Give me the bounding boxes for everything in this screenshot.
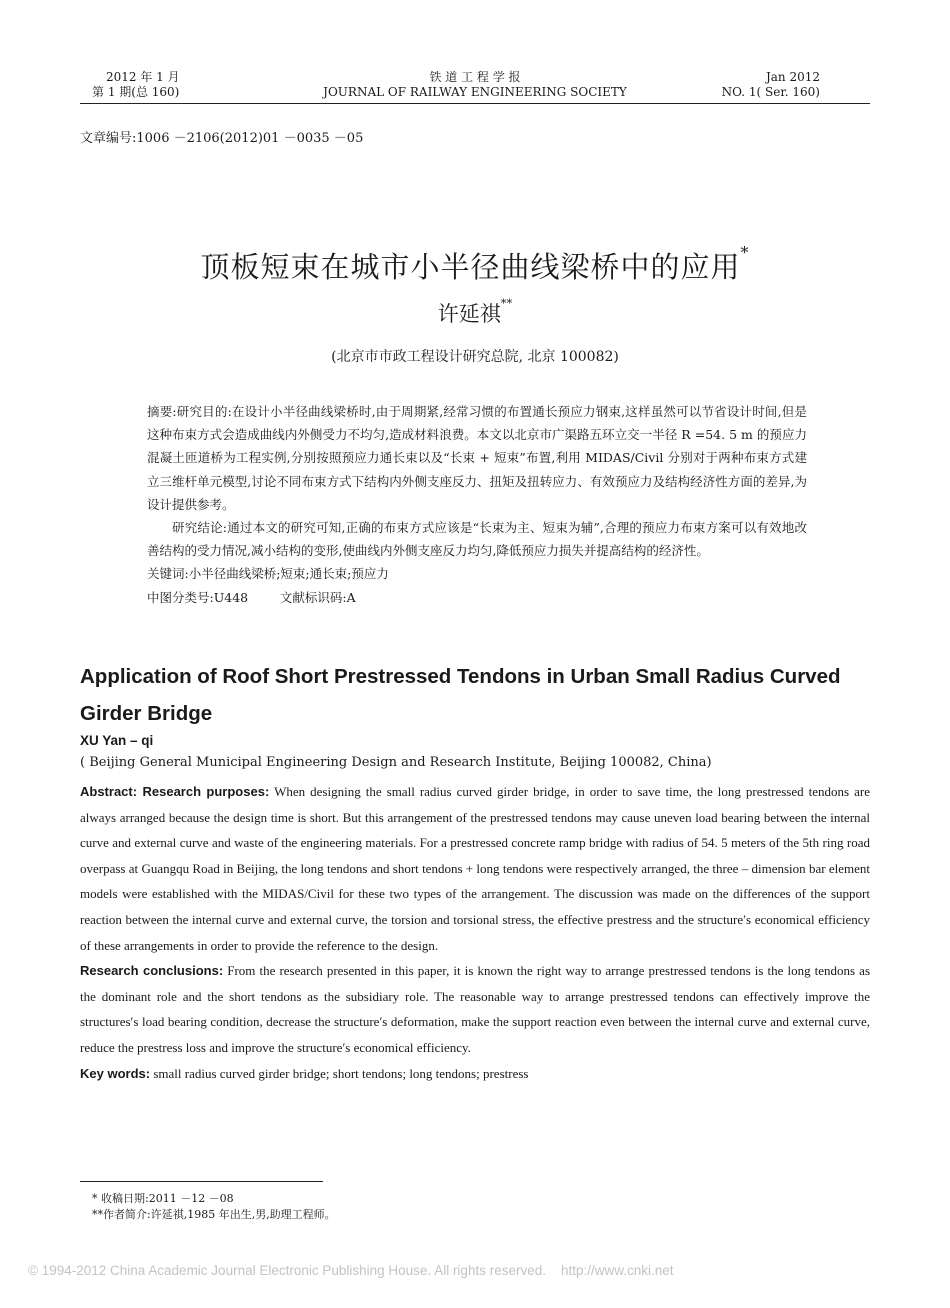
abstract-cn: [147, 400, 807, 609]
paper-title-cn: [0, 245, 950, 286]
title-cn-text: 顶板短束在城市小半径曲线梁桥中的应用: [200, 250, 741, 284]
purposes-text: When designing the small radius curved girder bridge, in order to save time, the long prestressed tendons are always arranged because the design time is short. But this arrangement of the prestressed tendons may cause uneven load bearing between the internal curve and external curve and waste of the engineering materials. For a prestressed concrete ramp bridge with radius of 54. 5 meters of the 5th ring road overpass at Guangqu Road in Beijing, the long tendons and short tendons + long tendons were respectively arranged, the three – dimension bar element models were established with the MIDAS/Civil for these two types of the arrangement. The discussion was made on the differences of the support reaction between the internal curve and external curve, the torsion and torsional stress, the effective prestress and the structure′s economical efficiency of these arrangements in order to provide the reference to the design.: [80, 784, 871, 953]
affiliation-cn: (北京市市政工程设计研究总院, 北京 100082): [331, 349, 619, 365]
keywords-label: Key words: [80, 1065, 146, 1081]
abstract-cn-conclusion: 研究结论:通过本文的研究可知,正确的布束方式应该是“长束为主、短束为辅”,合理的预应力布束方案可以有效地改善结构的受力情况,减小结构的变形,使曲线内外侧支座反力均匀,降低预应力损失并提高结构的经济性。: [147, 520, 807, 559]
footnote-divider: [80, 1181, 323, 1182]
header-date-cn: 2012 年 1 月: [106, 70, 180, 84]
classification-cn: 中图分类号:U448 文献标识码:A: [147, 589, 356, 605]
header-volume-cn: 第 1 期(总 160): [92, 85, 180, 99]
header-issue-en: [722, 70, 820, 100]
paper-title-en: Application of Roof Short Prestressed Tendons in Urban Small Radius Curved Girder Bridge: [80, 665, 841, 725]
keywords-text: small radius curved girder bridge; short tendons; long tendons; prestress: [153, 1065, 529, 1081]
title-footnote-mark: *: [740, 243, 750, 262]
keywords-en: Key words: small radius curved girder bridge; short tendons; long tendons; prestress: [80, 1065, 529, 1081]
abstract-en: [80, 779, 870, 1086]
header-divider: [80, 103, 870, 104]
keywords-cn: 关键词:小半径曲线梁桥;短束;通长束;预应力: [147, 566, 389, 582]
abstract-label: Abstract: [80, 784, 133, 799]
journal-name-en: JOURNAL OF RAILWAY ENGINEERING SOCIETY: [323, 85, 627, 99]
author-cn-text: 许延祺: [437, 302, 501, 326]
header-date-en: Jan 2012: [765, 70, 820, 84]
affiliation-en: ( Beijing General Municipal Engineering Design and Research Institute, Beijing 100082, China): [80, 755, 712, 770]
footnote-author: **作者简介:许延祺,1985 年出生,男,助理工程师。: [92, 1208, 336, 1221]
copyright-notice: © 1994-2012 China Academic Journal Electronic Publishing House. All rights reserved. http://www.cnki.net: [28, 1263, 674, 1278]
conclusions-text: From the research presented in this paper, it is known the right way to arrange prestressed tendons is the long tendons as the dominant role and the short tendons as the subsidiary role. The reasonable way to arrange prestressed tendons can effectively improve the structures′s load bearing condition, decrease the structure′s deformation, make the support reaction even between the internal curve and external curve, reduce the prestress loss and improve the structure′s economical efficiency.: [80, 963, 871, 1055]
abstract-en-purposes: Abstract: Research purposes: When designing the small radius curved girder bridge, in order to save time, the long prestressed tendons are always arranged because the design time is short. But this arrangement of the prestressed tendons may cause uneven load bearing between the internal curve and external curve and waste of the engineering materials. For a prestressed concrete ramp bridge with radius of 54. 5 meters of the 5th ring road overpass at Guangqu Road in Beijing, the long tendons and short tendons + long tendons were respectively arranged, the three – dimension bar element models were established with the MIDAS/Civil for these two types of the arrangement. The discussion was made on the differences of the support reaction between the internal curve and external curve, the torsion and torsional stress, the effective prestress and the structure′s economical efficiency of these arrangements in order to provide the reference to the design.: [80, 784, 871, 953]
purposes-label: Research purposes: [142, 784, 265, 799]
conclusions-label: Research conclusions: [80, 963, 219, 979]
author-footnote-mark: **: [500, 296, 513, 310]
header-volume-en: NO. 1( Ser. 160): [721, 85, 820, 99]
abstract-cn-purpose: 摘要:研究目的:在设计小半径曲线梁桥时,由于周期紧,经常习惯的布置通长预应力钢束,这样虽然可以节省设计时间,但是这种布束方式会造成曲线内外侧受力不均匀,造成材料浪费。本文以北京市广渠路五环立交一半径 R =54. 5 m 的预应力混凝土匝道桥为工程实例,分别按照预应力通长束以及“长束 + 短束”布置,利用 MIDAS/Civil 分别对于两种布束方式建立三维杆单元模型,讨论不同布束方式下结构内外侧支座反力、扭矩及扭转应力、有效预应力及结构经济性方面的差异,为设计提供参考。: [147, 404, 807, 512]
abstract-en-conclusions: Research conclusions: From the research presented in this paper, it is known the right way to arrange prestressed tendons is the long tendons as the dominant role and the short tendons as the subsidiary role. The reasonable way to arrange prestressed tendons can effectively improve the structures′s load bearing condition, decrease the structure′s deformation, make the support reaction even between the internal curve and external curve, reduce the prestress loss and improve the structure′s economical efficiency.: [80, 963, 871, 1055]
journal-name-cn: 铁 道 工 程 学 报: [429, 70, 521, 84]
author-cn: [0, 298, 950, 328]
footnote-received: * 收稿日期:2011 －12 －08: [92, 1192, 234, 1205]
author-en: XU Yan – qi: [80, 733, 154, 748]
article-number: 文章编号:1006 －2106(2012)01 －0035 －05: [80, 131, 364, 146]
